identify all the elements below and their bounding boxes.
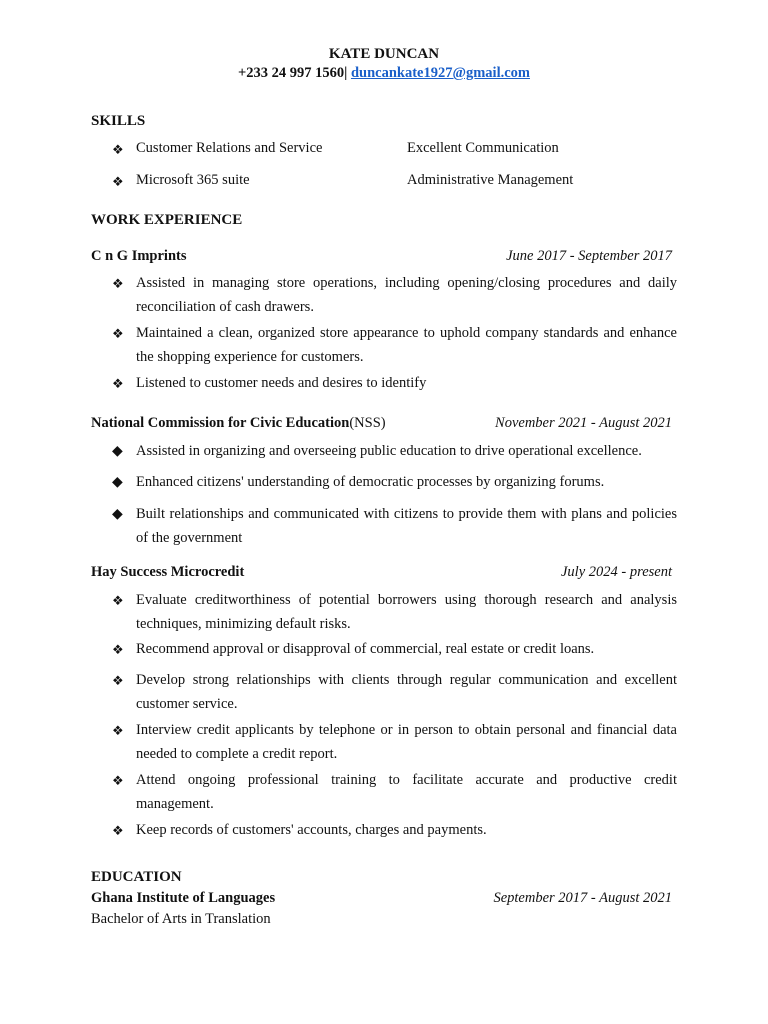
- bullet-icon: ❖: [112, 773, 124, 788]
- job-bullet-text: Recommend approval or disapproval of commercial, real estate or credit loans.: [136, 641, 595, 657]
- bullet-icon: ❖: [112, 276, 124, 291]
- phone-number: +233 24 997 1560|: [237, 65, 348, 81]
- job-bullet-text: Enhanced citizens' understanding of democratic processes by organizing forums.: [136, 474, 605, 490]
- bullet-icon: ◆: [112, 507, 123, 522]
- job-bullet-text: Built relationships and communicated with citizens to provide them with plans and policies of the government: [136, 506, 677, 546]
- job-dates: July 2024 - present: [560, 564, 672, 580]
- education-dates: September 2017 - August 2021: [493, 890, 672, 906]
- bullet-icon: ◆: [112, 475, 123, 490]
- job-bullet-text: Attend ongoing professional training to facilitate accurate and productive credit management.: [136, 772, 677, 812]
- email-link[interactable]: duncankate1927@gmail.com: [350, 65, 530, 81]
- job-bullet-text: Maintained a clean, organized store appearance to uphold company standards and enhance the shopping experience for customers.: [136, 325, 677, 365]
- job-bullet-text: Keep records of customers' accounts, charges and payments.: [136, 822, 487, 838]
- skill-item: Excellent Communication: [407, 140, 559, 156]
- job-bullet-text: Assisted in managing store operations, including opening/closing procedures and daily reconciliation of cash drawers.: [136, 275, 677, 315]
- bullet-icon: ◆: [112, 444, 123, 459]
- job-dates: June 2017 - September 2017: [506, 248, 672, 264]
- bullet-icon: ❖: [112, 593, 124, 608]
- bullet-icon: ❖: [112, 376, 124, 391]
- job-dates: November 2021 - August 2021: [495, 415, 672, 431]
- skills-heading: SKILLS: [91, 113, 146, 129]
- job-bullet-text: Assisted in organizing and overseeing public education to drive operational excellence.: [136, 443, 642, 459]
- education-institution: Ghana Institute of Languages: [91, 890, 276, 906]
- skill-item: Administrative Management: [407, 172, 574, 188]
- education-heading: EDUCATION: [91, 869, 182, 885]
- work-experience-heading: WORK EXPERIENCE: [91, 212, 243, 228]
- bullet-icon: ❖: [112, 673, 124, 688]
- job-bullet-text: Evaluate creditworthiness of potential borrowers using thorough research and analysis techniques, minimizing default risks.: [136, 592, 677, 632]
- skill-item: Microsoft 365 suite: [136, 172, 250, 188]
- job-bullet-text: Listened to customer needs and desires to identify: [136, 375, 427, 391]
- job-bullet-text: Interview credit applicants by telephone or in person to obtain personal and financial data needed to complete a credit report.: [136, 722, 677, 762]
- bullet-icon: ❖: [112, 823, 124, 838]
- contact-line: [0, 65, 768, 82]
- skill-bullet-icon: ❖: [112, 142, 124, 157]
- job-employer: C n G Imprints: [91, 248, 187, 264]
- bullet-icon: ❖: [112, 326, 124, 341]
- job-employer: National Commission for Civic Education(NSS): [91, 415, 386, 431]
- education-degree: Bachelor of Arts in Translation: [91, 911, 271, 927]
- skill-bullet-icon: ❖: [112, 174, 124, 189]
- bullet-icon: ❖: [112, 642, 124, 657]
- candidate-name: KATE DUNCAN: [328, 46, 440, 62]
- skill-item: Customer Relations and Service: [136, 140, 323, 156]
- job-bullet-text: Develop strong relationships with clients through regular communication and excellent customer service.: [136, 672, 677, 712]
- bullet-icon: ❖: [112, 723, 124, 738]
- job-employer: Hay Success Microcredit: [91, 564, 245, 580]
